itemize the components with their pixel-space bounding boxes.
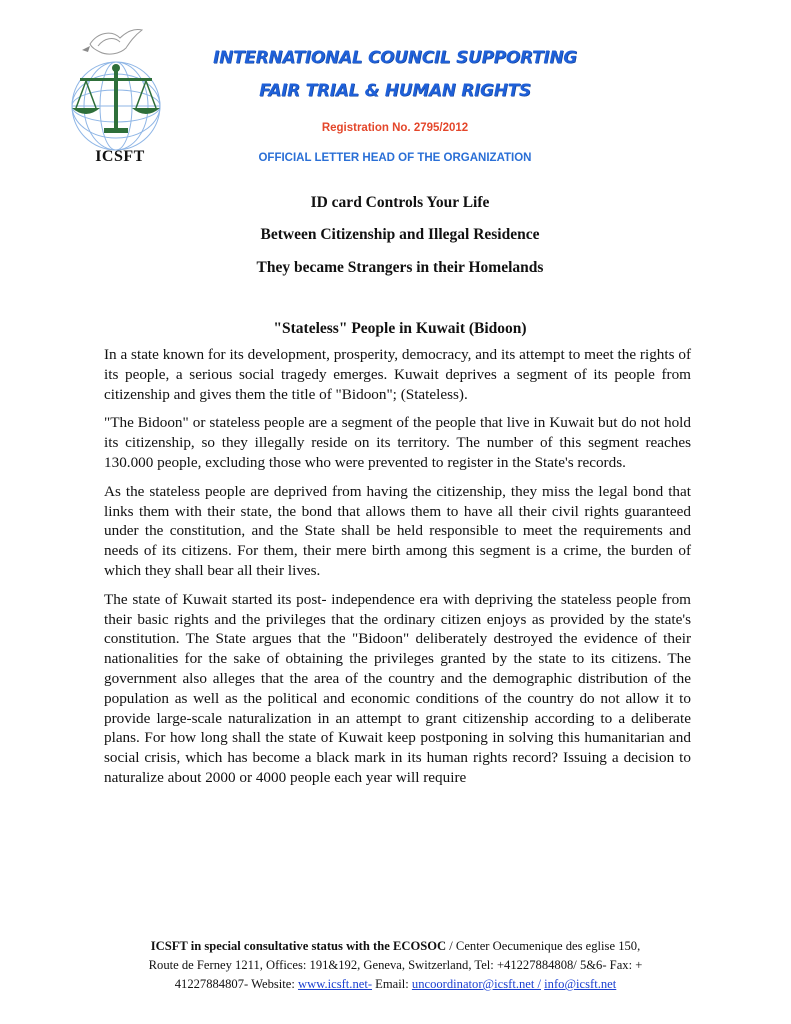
paragraph: In a state known for its development, prosperity, democracy, and its attempt to meet the rights of its people, a serious social tragedy emerges. Kuwait deprives a segment of its people from citizenship and gives them the title of "Bidoon"; (Stateless). [104,346,691,403]
address-part1: / Center Oecumenique des eglise 150, [446,939,641,953]
official-letterhead-label: OFFICIAL LETTER HEAD OF THE ORGANIZATION [258,152,532,164]
paragraph: As the stateless people are deprived from having the citizenship, they miss the legal bond that links them with their state, the bond that allows them to have all their civil rights guaranteed under the constitution, and the State shall be held responsible to meet the requirements and needs of its citizens. For them, their mere birth among this segment is a crime, the burden of which they shall bear all their lives. [104,482,691,579]
document-title-line2: Between Citizenship and Illegal Residence [260,226,540,243]
dove-icon [82,29,142,54]
email-link-coordinator[interactable]: uncoordinator@icsft.net / [411,977,542,991]
document-title-line1: ID card Controls Your Life [310,194,490,211]
logo-caption: ICSFT [95,148,145,165]
document-body [104,345,691,797]
document-title-line3: They became Strangers in their Homelands [256,259,544,276]
registration-number: Registration No. 2795/2012 [321,122,469,134]
consultative-status: ICSFT in special consultative status with the ECOSOC [150,939,447,953]
paragraph: The state of Kuwait started its post- independence era with depriving the stateless people from their basic rights and the privileges that the ordinary citizen enjoys as provided by the state's constitution. The State argues that the "Bidoon" deliberately destroyed the evidence of their nationalities for the sake of obtaining the privileges granted by the state to its citizens. The government also alleges that the area of the country and the demographic distribution of the population as well as the political and economic conditions of the country do not allow it to provide large-scale naturalization in an attempt to grant citizenship according to a deliberate plans. For how long shall the state of Kuwait keep postponing in solving this humanitarian and social crisis, which has become a black mark in its human rights record? Issuing a decision to naturalize about 2000 or 4000 people each year will require [104,590,691,786]
paragraph: "The Bidoon" or stateless people are a segment of the people that live in Kuwait but do not hold its citizenship, so they illegally reside on its territory. The number of this segment reaches 130.000 people, excluding those who were prevented to register in the State's records. [104,414,691,471]
footer-address-line2: Route de Ferney 1211, Offices: 191&192, Geneva, Switzerland, Tel: +41227884808/ 5&6- Fax: + [148,958,643,972]
organization-name-line2: FAIR TRIAL & HUMAN RIGHTS [259,81,531,101]
footer-line1 [90,937,701,956]
email-label: Email: [372,977,412,991]
section-heading: "Stateless" People in Kuwait (Bidoon) [273,320,527,337]
footer [90,937,701,994]
organization-logo [60,24,175,164]
footer-line3 [90,975,701,994]
email-link-info[interactable]: info@icsft.net [544,977,617,991]
organization-name-line1: INTERNATIONAL COUNCIL SUPPORTING [213,48,577,68]
logo-graphic [60,24,175,164]
website-link[interactable]: www.icsft.net- [298,977,373,991]
website-label: 41227884807- Website: [174,977,298,991]
